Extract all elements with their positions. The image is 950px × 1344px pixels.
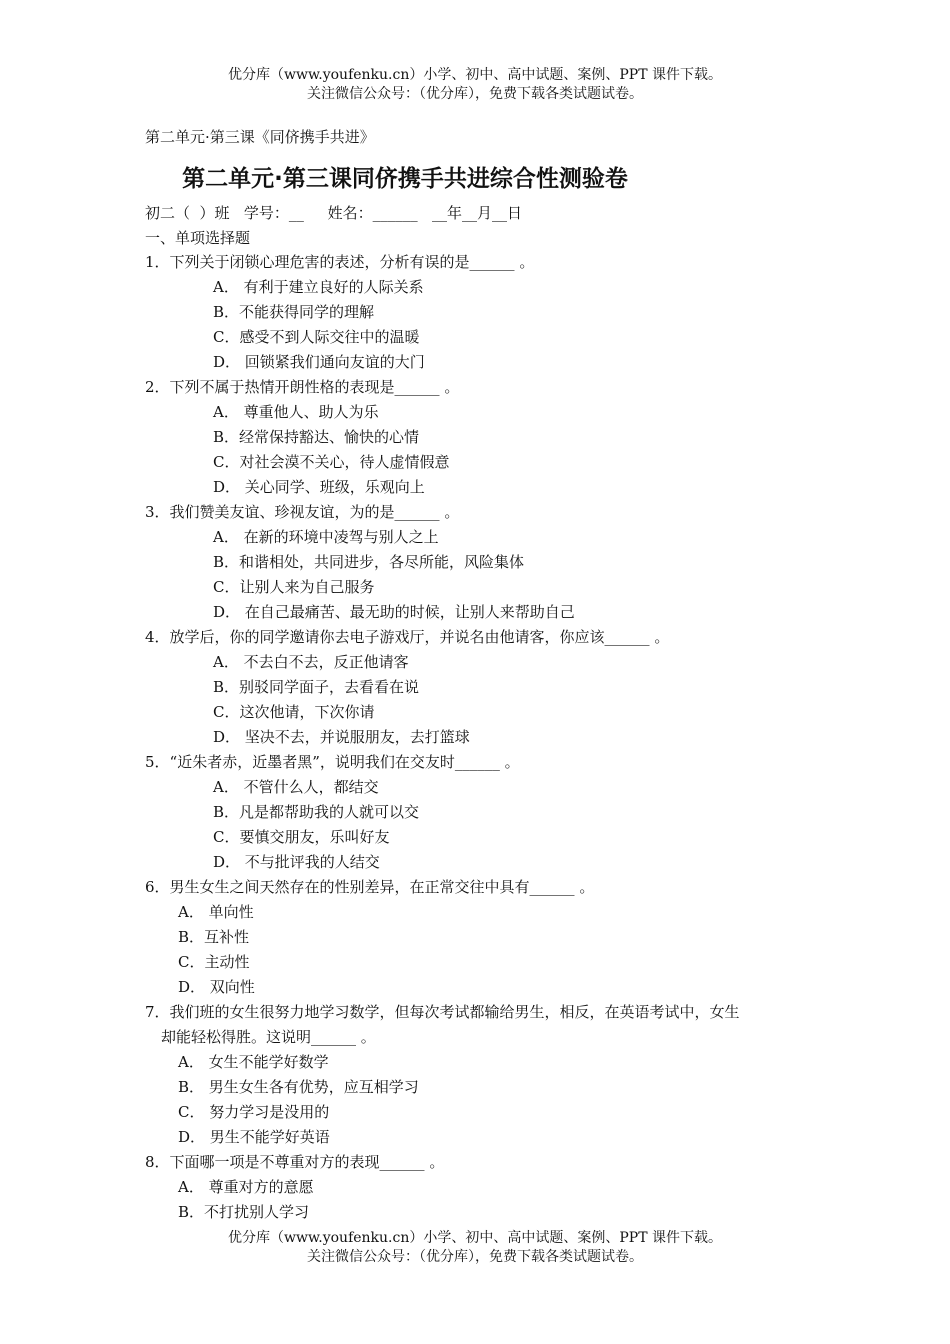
- question-4: [145, 625, 810, 750]
- question-list: [145, 250, 810, 1225]
- question-stem: 5．“近朱者赤，近墨者黑”，说明我们在交友时______ 。: [145, 753, 520, 771]
- option-a: A． 尊重他人、助人为乐: [213, 403, 379, 421]
- option-c: C． 努力学习是没用的: [178, 1103, 330, 1121]
- header-line-2: 关注微信公众号：（优分库），免费下载各类试题试卷。: [307, 86, 643, 102]
- question-stem: 1．下列关于闭锁心理危害的表述，分析有误的是______ 。: [145, 253, 535, 271]
- question-3: [145, 500, 810, 625]
- option-b: B． 男生女生各有优势，应互相学习: [178, 1078, 419, 1096]
- option-d: D． 男生不能学好英语: [178, 1128, 330, 1146]
- question-6: [145, 875, 810, 1000]
- option-b: B．不能获得同学的理解: [213, 303, 375, 321]
- option-b: B．不打扰别人学习: [178, 1203, 310, 1221]
- question-stem: 8．下面哪一项是不尊重对方的表现______ 。: [145, 1153, 445, 1171]
- page-title: 第二单元·第三课同侪携手共进综合性测验卷: [182, 166, 628, 192]
- option-b: B．凡是都帮助我的人就可以交: [213, 803, 420, 821]
- option-c: C．主动性: [178, 953, 250, 971]
- option-d: D． 坚决不去，并说服朋友，去打篮球: [213, 728, 470, 746]
- footer-line-1: 优分库（www.youfenku.cn）小学、初中、高中试题、案例、PPT 课件下载。: [227, 1230, 722, 1246]
- option-c: C．这次他请，下次你请: [213, 703, 375, 721]
- option-c: C．要慎交朋友，乐叫好友: [213, 828, 390, 846]
- header-line-1: 优分库（www.youfenku.cn）小学、初中、高中试题、案例、PPT 课件下载。: [227, 67, 722, 83]
- option-d: D． 回锁紧我们通向友谊的大门: [213, 353, 425, 371]
- option-d: D． 关心同学、班级，乐观向上: [213, 478, 425, 496]
- question-stem: 7．我们班的女生很努力地学习数学，但每次考试都输给男生，相反，在英语考试中，女生: [145, 1003, 740, 1021]
- breadcrumb: 第二单元·第三课《同侪携手共进》: [145, 128, 375, 146]
- question-stem: 2．下列不属于热情开朗性格的表现是______ 。: [145, 378, 460, 396]
- question-1: [145, 250, 810, 375]
- option-d: D． 在自己最痛苦、最无助的时候，让别人来帮助自己: [213, 603, 575, 621]
- section-heading: 一、单项选择题: [145, 229, 251, 247]
- option-b: B．互补性: [178, 928, 250, 946]
- question-7: [145, 1000, 810, 1150]
- student-info-line: 初二（ ）班 学号：__ 姓名：______ __年__月__日: [145, 204, 522, 222]
- page-footer: [0, 1229, 950, 1267]
- footer-line-2: 关注微信公众号：（优分库），免费下载各类试题试卷。: [307, 1249, 643, 1265]
- option-c: C．让别人来为自己服务: [213, 578, 375, 596]
- option-a: A． 尊重对方的意愿: [178, 1178, 314, 1196]
- question-8: [145, 1150, 810, 1225]
- option-a: A． 不管什么人，都结交: [213, 778, 379, 796]
- option-b: B．经常保持豁达、愉快的心情: [213, 428, 420, 446]
- option-b: B．别驳同学面子，去看看在说: [213, 678, 420, 696]
- question-stem-continued: 却能轻松得胜。这说明______ 。: [161, 1028, 376, 1046]
- question-5: [145, 750, 810, 875]
- question-2: [145, 375, 810, 500]
- option-a: A． 女生不能学好数学: [178, 1053, 329, 1071]
- option-a: A． 有利于建立良好的人际关系: [213, 278, 424, 296]
- question-stem: 4．放学后，你的同学邀请你去电子游戏厅，并说名由他请客，你应该______ 。: [145, 628, 670, 646]
- option-c: C．对社会漠不关心，待人虚情假意: [213, 453, 450, 471]
- question-stem: 6．男生女生之间天然存在的性别差异，在正常交往中具有______ 。: [145, 878, 595, 896]
- option-d: D． 不与批评我的人结交: [213, 853, 380, 871]
- option-a: A． 不去白不去，反正他请客: [213, 653, 409, 671]
- option-c: C．感受不到人际交往中的温暖: [213, 328, 420, 346]
- question-stem: 3．我们赞美友谊、珍视友谊，为的是______ 。: [145, 503, 460, 521]
- option-a: A． 在新的环境中凌驾与别人之上: [213, 528, 439, 546]
- option-b: B．和谐相处，共同进步，各尽所能，风险集体: [213, 553, 525, 571]
- option-d: D． 双向性: [178, 978, 255, 996]
- option-a: A． 单向性: [178, 903, 254, 921]
- page-header: [0, 66, 950, 104]
